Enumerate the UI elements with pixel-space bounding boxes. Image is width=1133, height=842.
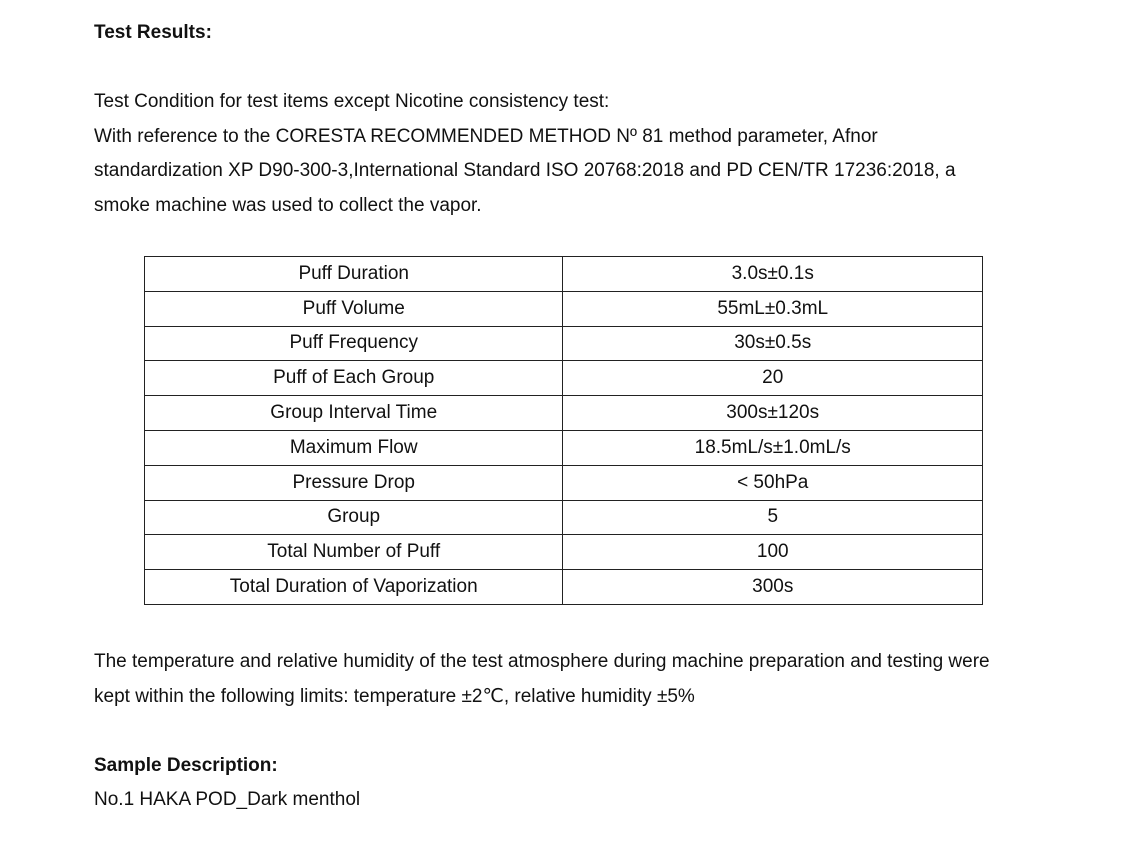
- table-row: [145, 361, 983, 396]
- atmosphere-paragraph: [94, 645, 1054, 714]
- atmosphere-line: kept within the following limits: temperature ±2℃, relative humidity ±5%: [94, 685, 695, 707]
- table-row: [145, 430, 983, 465]
- parameter-name: Puff of Each Group: [145, 361, 563, 396]
- test-condition-line: smoke machine was used to collect the vapor.: [94, 194, 482, 216]
- test-results-heading: Test Results:: [94, 22, 212, 43]
- parameter-name: Puff Volume: [145, 291, 563, 326]
- table-row: [145, 396, 983, 431]
- parameter-value: 20: [563, 361, 983, 396]
- parameter-name: Group: [145, 500, 563, 535]
- table-row: [145, 570, 983, 605]
- test-condition-line: Test Condition for test items except Nicotine consistency test:: [94, 91, 610, 112]
- parameter-value: 300s±120s: [563, 396, 983, 431]
- table-row: [145, 500, 983, 535]
- parameter-name: Puff Duration: [145, 257, 563, 292]
- sample-description-heading: Sample Description:: [94, 755, 278, 776]
- test-condition-line: standardization XP D90-300-3,International Standard ISO 20768:2018 and PD CEN/TR 17236:2018, a: [94, 160, 956, 181]
- parameter-value: 100: [563, 535, 983, 570]
- parameter-value: 30s±0.5s: [563, 326, 983, 361]
- parameter-value: 55mL±0.3mL: [563, 291, 983, 326]
- parameter-value: 300s: [563, 570, 983, 605]
- table-row: [145, 326, 983, 361]
- table-row: [145, 257, 983, 292]
- parameter-value: 18.5mL/s±1.0mL/s: [563, 430, 983, 465]
- parameter-value: 3.0s±0.1s: [563, 257, 983, 292]
- parameter-name: Puff Frequency: [145, 326, 563, 361]
- table-row: [145, 535, 983, 570]
- parameter-name: Group Interval Time: [145, 396, 563, 431]
- test-condition-paragraph: [94, 85, 1054, 223]
- parameter-name: Pressure Drop: [145, 465, 563, 500]
- atmosphere-line: The temperature and relative humidity of the test atmosphere during machine preparation and testing were: [94, 651, 990, 672]
- parameter-value: 5: [563, 500, 983, 535]
- parameter-name: Maximum Flow: [145, 430, 563, 465]
- parameter-value: < 50hPa: [563, 465, 983, 500]
- parameter-name: Total Number of Puff: [145, 535, 563, 570]
- test-condition-line: With reference to the CORESTA RECOMMENDED METHOD Nº 81 method parameter, Afnor: [94, 125, 878, 147]
- table-row: [145, 465, 983, 500]
- test-parameters-table: [144, 256, 983, 605]
- parameter-name: Total Duration of Vaporization: [145, 570, 563, 605]
- table-row: [145, 291, 983, 326]
- sample-description-text: No.1 HAKA POD_Dark menthol: [94, 789, 361, 810]
